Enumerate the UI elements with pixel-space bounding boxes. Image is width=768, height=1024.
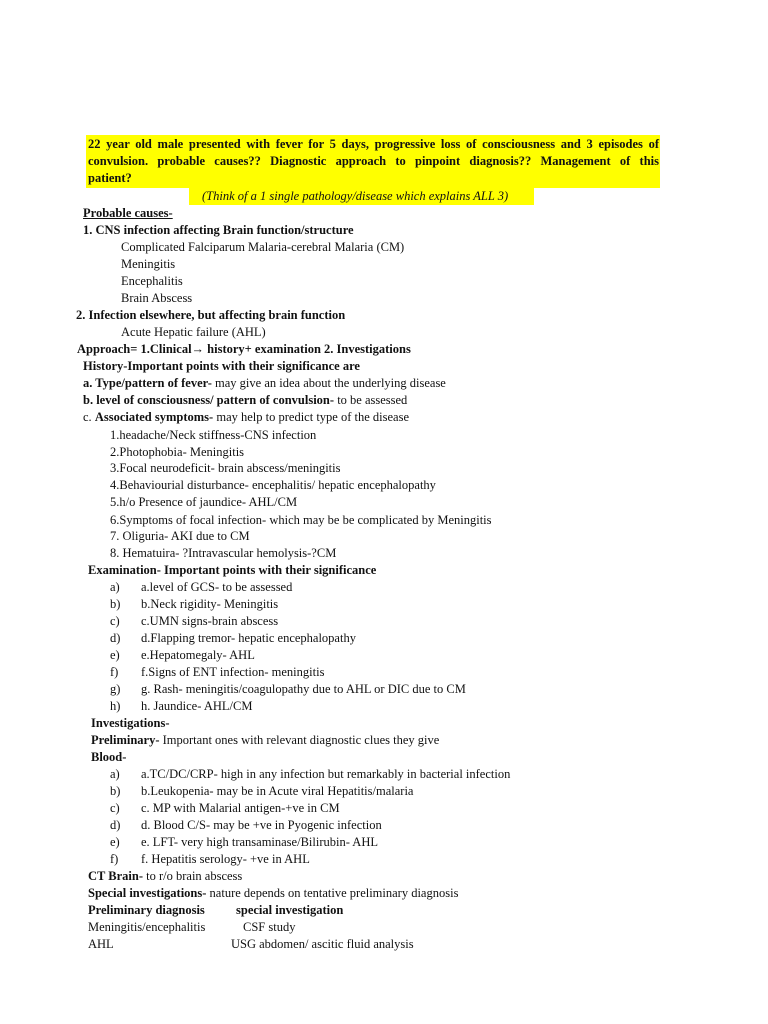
blood-heading: Blood- — [91, 750, 127, 764]
approach-line: Approach= 1.Clinical→ history+ examination 2. Investigations — [77, 342, 411, 356]
table-header-investigation: special investigation — [236, 903, 344, 917]
history-point-a-label: a. Type/pattern of fever- — [83, 376, 212, 390]
exam-item-text: h. Jaundice- AHL/CM — [141, 699, 253, 713]
history-point-c-label: Associated symptoms- — [94, 410, 214, 424]
exam-item — [110, 647, 255, 664]
blood-item-text: f. Hepatitis serology- +ve in AHL — [141, 852, 310, 866]
blood-item-text: a.TC/DC/CRP- high in any infection but remarkably in bacterial infection — [141, 767, 511, 781]
blood-item — [110, 851, 310, 868]
ct-brain-line — [88, 868, 242, 885]
question-line-2: convulsion. probable causes?? Diagnostic approach to pinpoint diagnosis?? Management of this — [88, 154, 659, 168]
blood-item — [110, 800, 340, 817]
symptom-item: 5.h/o Presence of jaundice- AHL/CM — [110, 495, 298, 509]
exam-item-text: g. Rash- meningitis/coagulopathy due to AHL or DIC due to CM — [141, 682, 466, 696]
history-point-a — [83, 375, 446, 392]
cause-category-1: 1. CNS infection affecting Brain function/structure — [83, 223, 354, 237]
table-cell-diagnosis: AHL — [88, 937, 114, 951]
exam-item — [110, 698, 252, 715]
history-point-c-prefix: c. — [83, 410, 95, 424]
history-point-a-text: may give an idea about the underlying disease — [211, 376, 446, 390]
exam-item — [110, 664, 324, 681]
list-marker: d) — [110, 818, 121, 832]
special-investigations-line — [88, 885, 458, 902]
cause-item: Meningitis — [121, 257, 176, 271]
preliminary-label: Preliminary- — [91, 733, 160, 747]
question-line-3: patient? — [88, 171, 132, 185]
history-point-c-text: may help to predict type of the disease — [213, 410, 409, 424]
history-point-b-label: b. level of consciousness/ pattern of convulsion- — [83, 393, 335, 407]
symptom-item: 2.Photophobia- Meningitis — [110, 445, 245, 459]
blood-item-text: e. LFT- very high transaminase/Bilirubin- AHL — [141, 835, 378, 849]
exam-item-text: b.Neck rigidity- Meningitis — [141, 597, 279, 611]
list-marker: f) — [110, 665, 119, 679]
symptom-item: 4.Behaviourial disturbance- encephalitis/ hepatic encephalopathy — [110, 478, 436, 492]
cause-item: Encephalitis — [121, 274, 183, 288]
history-point-b-text: to be assessed — [334, 393, 408, 407]
question-line-1: 22 year old male presented with fever for 5 days, progressive loss of consciousness and 3 episodes of — [88, 137, 659, 151]
question-hint: (Think of a 1 single pathology/disease which explains ALL 3) — [202, 189, 509, 203]
history-point-c — [83, 409, 409, 426]
probable-causes-heading: Probable causes- — [83, 206, 173, 220]
exam-item-text: f.Signs of ENT infection- meningitis — [141, 665, 325, 679]
ct-brain-label: CT Brain- — [88, 869, 143, 883]
blood-item-text: b.Leukopenia- may be in Acute viral Hepatitis/malaria — [141, 784, 414, 798]
exam-item-text: d.Flapping tremor- hepatic encephalopathy — [141, 631, 356, 645]
blood-item-text: d. Blood C/S- may be +ve in Pyogenic infection — [141, 818, 382, 832]
cause-item: Complicated Falciparum Malaria-cerebral Malaria (CM) — [121, 240, 405, 254]
investigations-heading: Investigations- — [91, 716, 170, 730]
preliminary-text: Important ones with relevant diagnostic clues they give — [159, 733, 440, 747]
list-marker: f) — [110, 852, 119, 866]
exam-item — [110, 579, 292, 596]
blood-item — [110, 766, 510, 783]
symptom-item: 3.Focal neurodeficit- brain abscess/meningitis — [110, 461, 341, 475]
blood-item — [110, 783, 413, 800]
table-cell-investigation: USG abdomen/ ascitic fluid analysis — [231, 937, 414, 951]
examination-heading: Examination- Important points with their significance — [88, 563, 377, 577]
list-marker: e) — [110, 648, 120, 662]
cause-item: Acute Hepatic failure (AHL) — [121, 325, 266, 339]
exam-item-text: c.UMN signs-brain abscess — [141, 614, 279, 628]
table-cell-diagnosis: Meningitis/encephalitis — [88, 920, 206, 934]
list-marker: c) — [110, 614, 120, 628]
list-marker: e) — [110, 835, 120, 849]
special-investigations-label: Special investigations- — [88, 886, 207, 900]
blood-item-text: c. MP with Malarial antigen-+ve in CM — [141, 801, 340, 815]
list-marker: b) — [110, 597, 121, 611]
exam-item-text: e.Hepatomegaly- AHL — [141, 648, 255, 662]
cause-category-2: 2. Infection elsewhere, but affecting brain function — [76, 308, 346, 322]
list-marker: a) — [110, 767, 120, 781]
history-point-b — [83, 392, 407, 409]
exam-item — [110, 613, 278, 630]
symptom-item: 8. Hematuira- ?Intravascular hemolysis-?CM — [110, 546, 337, 560]
list-marker: g) — [110, 682, 121, 696]
list-marker: b) — [110, 784, 121, 798]
exam-item-text: a.level of GCS- to be assessed — [141, 580, 293, 594]
symptom-item: 1.headache/Neck stiffness-CNS infection — [110, 428, 317, 442]
blood-item — [110, 834, 378, 851]
list-marker: c) — [110, 801, 120, 815]
exam-item — [110, 630, 356, 647]
table-cell-investigation: CSF study — [243, 920, 296, 934]
table-header-diagnosis: Preliminary diagnosis — [88, 903, 205, 917]
list-marker: h) — [110, 699, 121, 713]
ct-brain-text: to r/o brain abscess — [143, 869, 243, 883]
cause-item: Brain Abscess — [121, 291, 193, 305]
preliminary-line — [91, 732, 439, 749]
exam-item — [110, 681, 466, 698]
blood-item — [110, 817, 382, 834]
exam-item — [110, 596, 278, 613]
special-investigations-text: nature depends on tentative preliminary diagnosis — [206, 886, 459, 900]
list-marker: a) — [110, 580, 120, 594]
history-heading: History-Important points with their significance are — [83, 359, 360, 373]
list-marker: d) — [110, 631, 121, 645]
symptom-item: 6.Symptoms of focal infection- which may be be complicated by Meningitis — [110, 513, 492, 527]
symptom-item: 7. Oliguria- AKI due to CM — [110, 529, 250, 543]
